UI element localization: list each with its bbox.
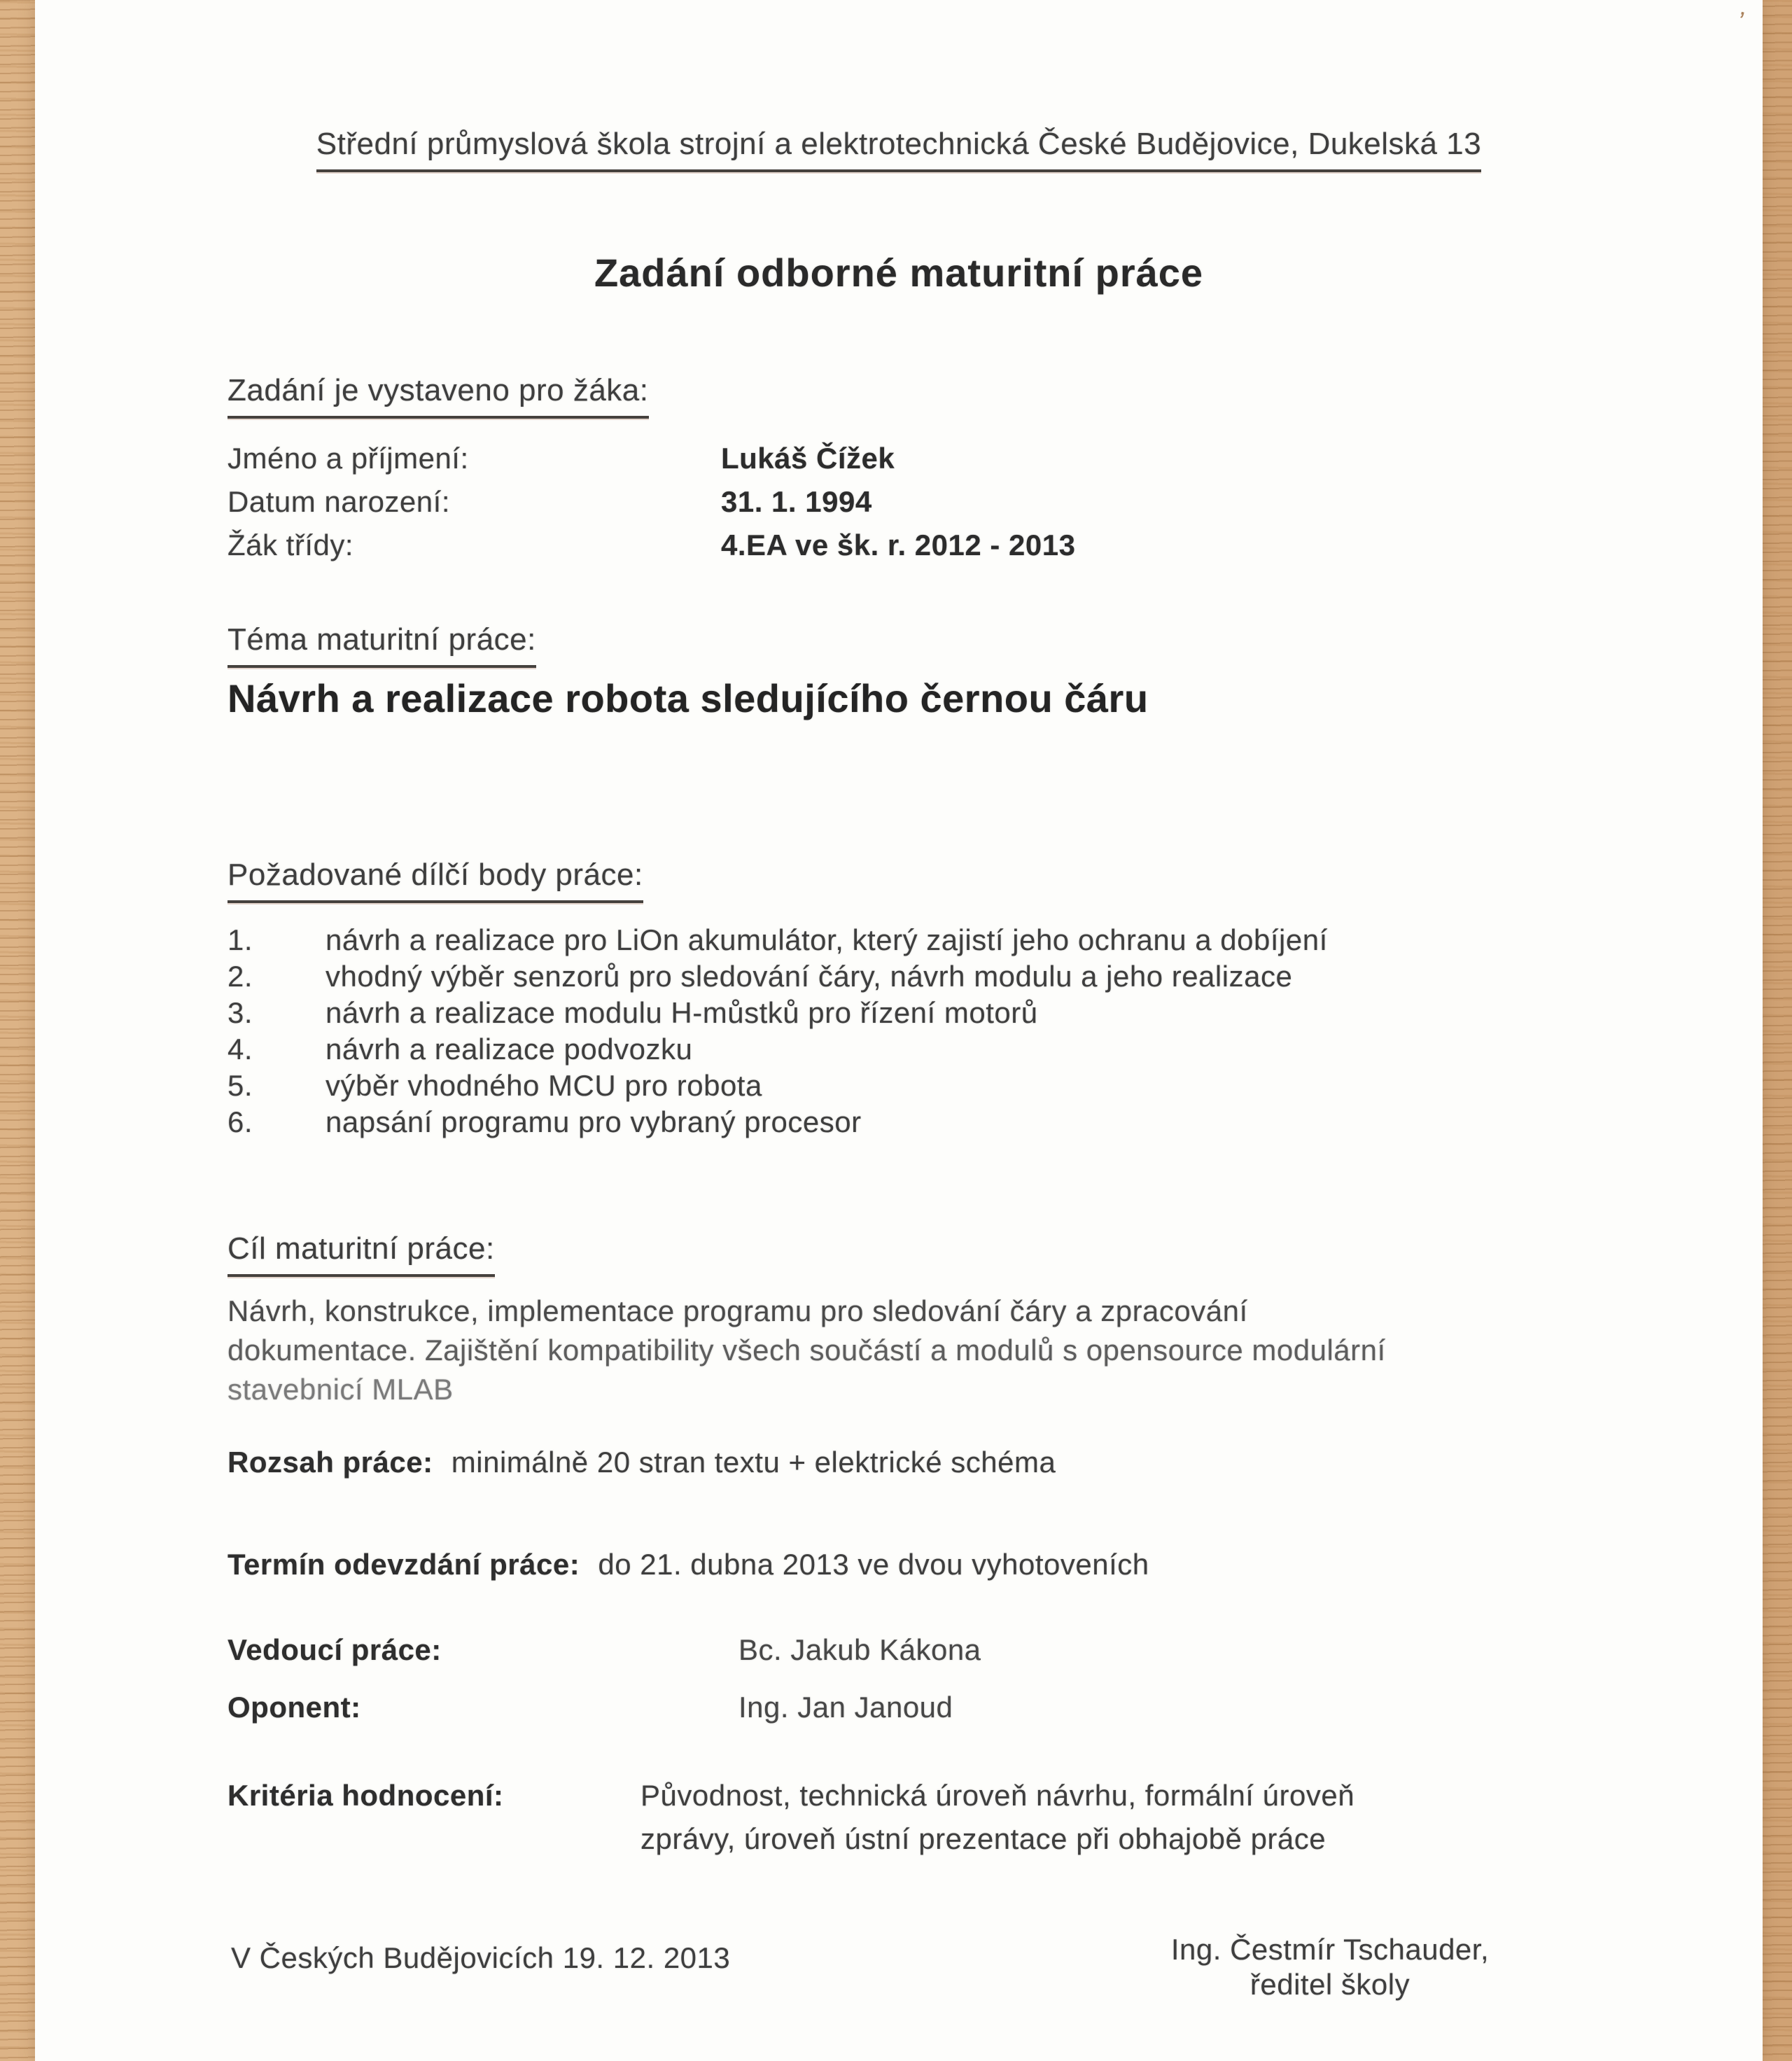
document-title: Zadání odborné maturitní práce — [594, 251, 1204, 295]
field-value-birthdate: 31. 1. 1994 — [721, 485, 872, 518]
school-name: Střední průmyslová škola strojní a elektrotechnická České Budějovice, Dukelská 13 — [316, 126, 1481, 172]
goal-heading-row — [227, 1231, 495, 1277]
goal-line-3: stavebnicí MLAB — [227, 1373, 454, 1406]
supervisor-label: Vedoucí práce: — [227, 1633, 442, 1666]
field-label-class: Žák třídy: — [227, 529, 354, 561]
opponent-label: Oponent: — [227, 1691, 361, 1724]
field-row-birthdate — [227, 484, 1348, 519]
field-row-class — [227, 528, 1348, 563]
item-text: výběr vhodného MCU pro robota — [326, 1069, 762, 1102]
topic-heading-row — [227, 622, 536, 668]
item-text: návrh a realizace pro LiOn akumulátor, který zajistí jeho ochranu a dobíjení — [326, 923, 1328, 956]
requirement-item — [227, 995, 1038, 1030]
student-section-heading-row — [227, 372, 649, 419]
supervisor-value: Bc. Jakub Kákona — [738, 1633, 981, 1666]
scan-artifact-mark: ’ — [1734, 6, 1747, 37]
item-number: 5. — [227, 1069, 253, 1102]
item-text: návrh a realizace modulu H-můstků pro řízení motorů — [326, 996, 1038, 1029]
scope-value: minimálně 20 stran textu + elektrické schéma — [451, 1446, 1056, 1479]
deadline-label: Termín odevzdání práce: — [227, 1548, 580, 1581]
criteria-line-1: Původnost, technická úroveň návrhu, formální úroveň — [640, 1779, 1355, 1812]
place-date: V Českých Budějovicích 19. 12. 2013 — [231, 1941, 731, 1974]
topic-title: Návrh a realizace robota sledujícího černou čáru — [227, 676, 1149, 720]
requirement-item — [227, 1105, 862, 1140]
opponent-value: Ing. Jan Janoud — [738, 1691, 953, 1724]
paper — [35, 0, 1763, 2061]
supervisor-row — [227, 1633, 1348, 1668]
item-number: 3. — [227, 996, 253, 1029]
item-number: 2. — [227, 960, 253, 993]
item-text: vhodný výběr senzorů pro sledování čáry, návrh modulu a jeho realizace — [326, 960, 1293, 993]
student-section-heading: Zadání je vystaveno pro žáka: — [227, 372, 649, 419]
item-number: 6. — [227, 1105, 253, 1138]
scope-row — [227, 1445, 1056, 1480]
school-header-row — [35, 126, 1763, 172]
signature-name: Ing. Čestmír Tschauder, — [1170, 1933, 1490, 1966]
goal-line-1: Návrh, konstrukce, implementace programu pro sledování čáry a zpracování — [227, 1294, 1248, 1327]
criteria-line-2: zprávy, úroveň ústní prezentace při obhajobě práce — [640, 1822, 1326, 1855]
field-label-birthdate: Datum narození: — [227, 485, 450, 518]
requirement-item — [227, 1068, 762, 1103]
signature-block — [1085, 1932, 1575, 2003]
scope-label: Rozsah práce: — [227, 1446, 433, 1479]
deadline-value: do 21. dubna 2013 ve dvou vyhotoveních — [598, 1548, 1149, 1581]
goal-heading: Cíl maturitní práce: — [227, 1231, 495, 1277]
goal-line-2: dokumentace. Zajištění kompatibility všech součástí a modulů s opensource modulární — [227, 1334, 1386, 1367]
deadline-row — [227, 1547, 1149, 1582]
item-number: 4. — [227, 1033, 253, 1066]
field-label-name: Jméno a příjmení: — [227, 442, 469, 475]
requirement-item — [227, 959, 1292, 994]
item-text: napsání programu pro vybraný procesor — [326, 1105, 862, 1138]
field-value-name: Lukáš Čížek — [721, 442, 895, 475]
signature-role: ředitel školy — [1250, 1968, 1410, 2001]
item-text: návrh a realizace podvozku — [326, 1033, 693, 1066]
opponent-row — [227, 1690, 1348, 1725]
requirement-item — [227, 923, 1328, 958]
criteria-label: Kritéria hodnocení: — [227, 1779, 504, 1812]
topic-heading: Téma maturitní práce: — [227, 622, 536, 668]
requirements-heading: Požadované dílčí body práce: — [227, 857, 643, 903]
field-value-class: 4.EA ve šk. r. 2012 - 2013 — [721, 529, 1076, 561]
field-row-name — [227, 441, 1348, 476]
requirement-item — [227, 1032, 692, 1067]
requirements-heading-row — [227, 857, 643, 903]
item-number: 1. — [227, 923, 253, 956]
